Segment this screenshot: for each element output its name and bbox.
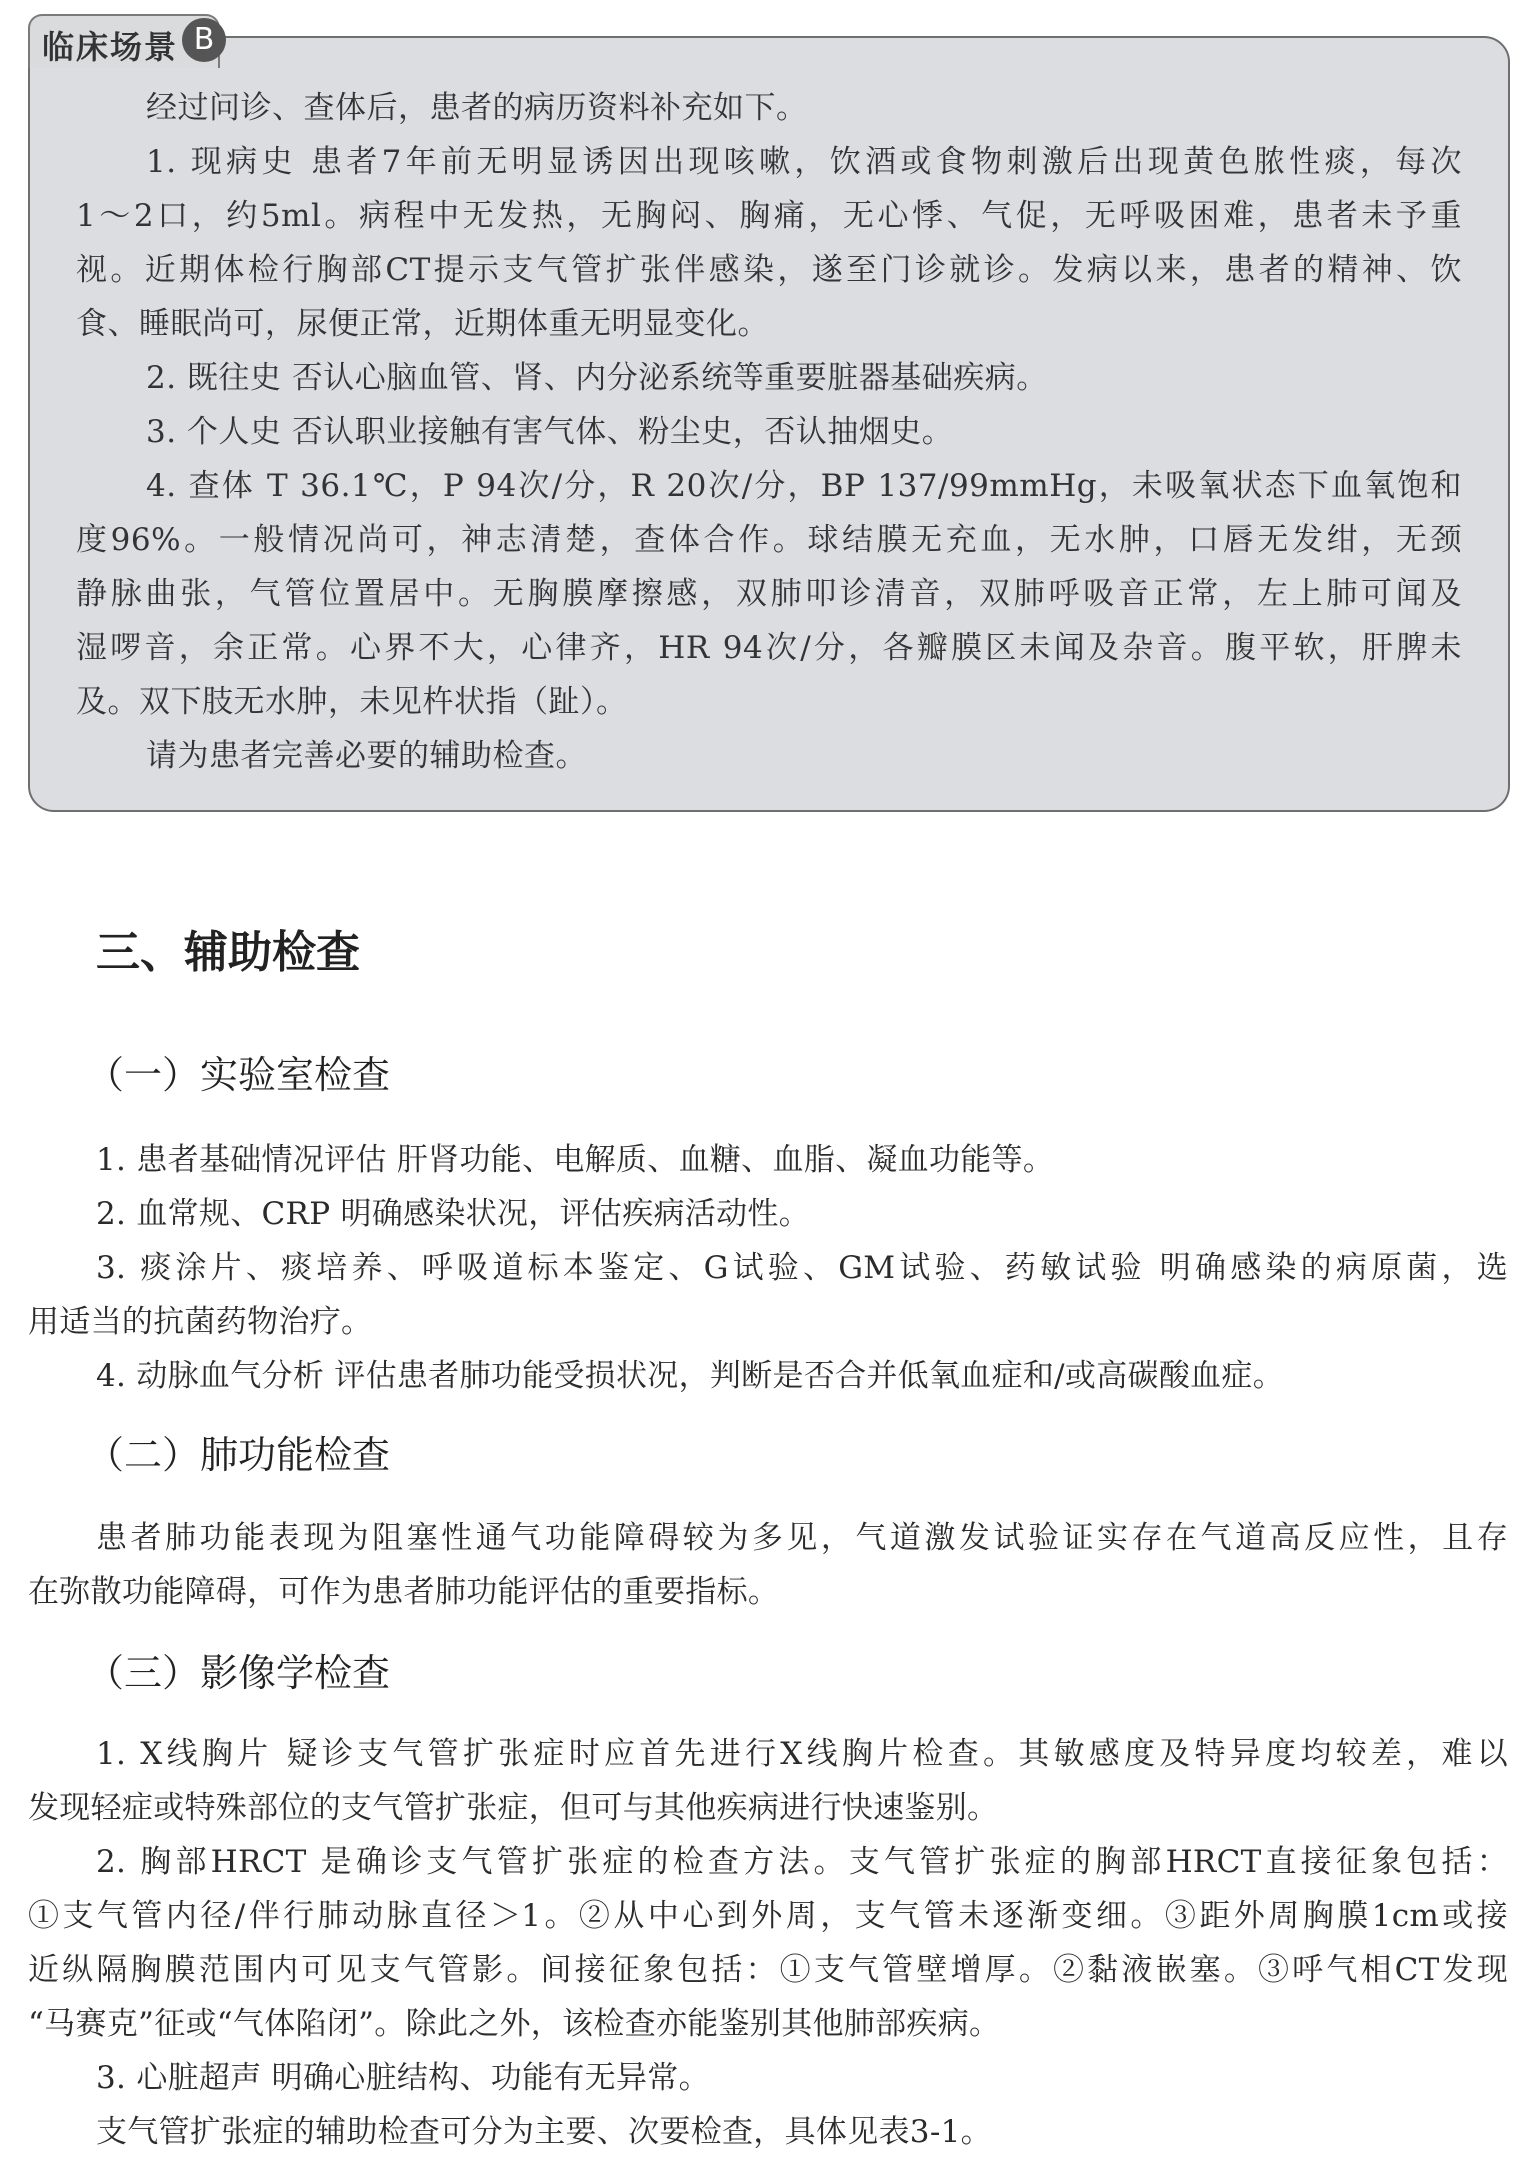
case-line: 度96%。一般情况尚可，神志清楚，查体合作。球结膜无充血，无水肿，口唇无发绀，无颈 xyxy=(76,522,1462,558)
case-line: 静脉曲张，气管位置居中。无胸膜摩擦感，双肺叩诊清音，双肺呼吸音正常，左上肺可闻及 xyxy=(76,576,1462,612)
case-line: 1. 现病史 患者7年前无明显诱因出现咳嗽，饮酒或食物刺激后出现黄色脓性痰，每次 xyxy=(146,144,1462,180)
case-line: 食、睡眠尚可，尿便正常，近期体重无明显变化。 xyxy=(76,306,769,342)
case-tab-label: 临床场景 xyxy=(42,28,179,66)
case-line: 及。双下肢无水肿，未见杵状指（趾）。 xyxy=(76,684,628,720)
case-line: 4. 查体 T 36.1℃，P 94次/分，R 20次/分，BP 137/99mmHg，未吸氧状态下血氧饱和 xyxy=(146,468,1462,504)
case-line: 视。近期体检行胸部CT提示支气管扩张伴感染，遂至门诊就诊。发病以来，患者的精神、饮 xyxy=(76,252,1462,288)
case-line: 经过问诊、查体后，患者的病历资料补充如下。 xyxy=(146,90,808,126)
imaging-line: 近纵隔胸膜范围内可见支气管影。间接征象包括：①支气管壁增厚。②黏液嵌塞。③呼气相CT发现 xyxy=(28,1952,1508,1988)
imaging-line: 3. 心脏超声 明确心脏结构、功能有无异常。 xyxy=(96,2060,710,2096)
imaging-line: 发现轻症或特殊部位的支气管扩张症，但可与其他疾病进行快速鉴别。 xyxy=(28,1790,999,1826)
case-line: 2. 既往史 否认心脑血管、肾、内分泌系统等重要脏器基础疾病。 xyxy=(146,360,1048,396)
lab-line: 1. 患者基础情况评估 肝肾功能、电解质、血糖、血脂、凝血功能等。 xyxy=(96,1142,1055,1178)
lab-line: 2. 血常规、CRP 明确感染状况，评估疾病活动性。 xyxy=(96,1196,811,1232)
imaging-line: 2. 胸部HRCT 是确诊支气管扩张症的检查方法。支气管扩张症的胸部HRCT直接征象包括： xyxy=(96,1844,1508,1880)
lab-subtitle: （一）实验室检查 xyxy=(86,1053,391,1097)
lab-line: 用适当的抗菌药物治疗。 xyxy=(28,1304,373,1340)
imaging-line: “马赛克”征或“气体陷闭”。除此之外，该检查亦能鉴别其他肺部疾病。 xyxy=(28,2006,1001,2042)
lung-line: 患者肺功能表现为阻塞性通气功能障碍较为多见，气道激发试验证实存在气道高反应性，且存 xyxy=(96,1520,1508,1556)
case-line: 湿啰音，余正常。心界不大，心律齐，HR 94次/分，各瓣膜区未闻及杂音。腹平软，肝脾未 xyxy=(76,630,1462,666)
imaging-subtitle: （三）影像学检查 xyxy=(86,1651,391,1695)
case-line: 请为患者完善必要的辅助检查。 xyxy=(146,738,587,774)
imaging-line: ①支气管内径/伴行肺动脉直径＞1。②从中心到外周，支气管未逐渐变细。③距外周胸膜1cm或接 xyxy=(28,1898,1508,1934)
imaging-line: 1. X线胸片 疑诊支气管扩张症时应首先进行X线胸片检查。其敏感度及特异度均较差，难以 xyxy=(96,1736,1508,1772)
lung-subtitle: （二）肺功能检查 xyxy=(86,1433,391,1477)
lung-line: 在弥散功能障碍，可作为患者肺功能评估的重要指标。 xyxy=(28,1574,780,1610)
imaging-line: 支气管扩张症的辅助检查可分为主要、次要检查，具体见表3-1。 xyxy=(96,2114,992,2150)
case-line: 3. 个人史 否认职业接触有害气体、粉尘史，否认抽烟史。 xyxy=(146,414,954,450)
case-tab-badge: B xyxy=(182,18,226,62)
lab-line: 3. 痰涂片、痰培养、呼吸道标本鉴定、G试验、GM试验、药敏试验 明确感染的病原菌，选 xyxy=(96,1250,1508,1286)
lab-line: 4. 动脉血气分析 评估患者肺功能受损状况，判断是否合并低氧血症和/或高碳酸血症。 xyxy=(96,1358,1285,1394)
case-line: 1～2口，约5ml。病程中无发热，无胸闷、胸痛，无心悸、气促，无呼吸困难，患者未予重 xyxy=(76,198,1462,234)
section-title: 三、辅助检查 xyxy=(96,927,360,978)
